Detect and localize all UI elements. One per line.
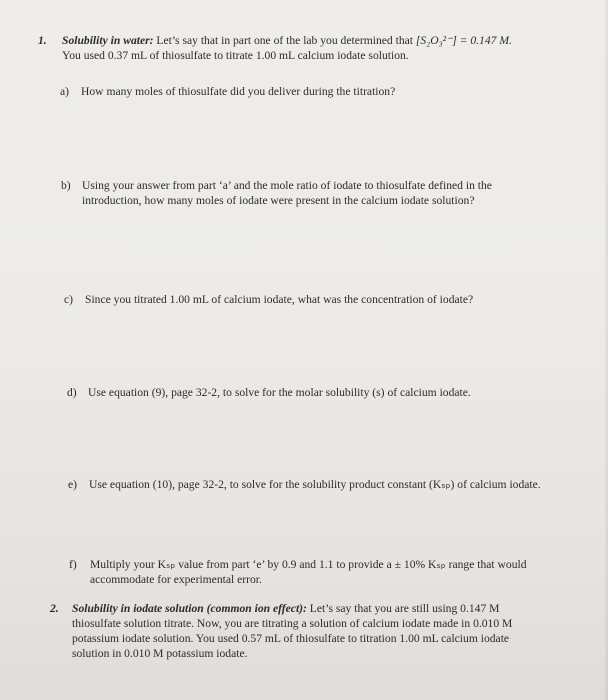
- question-2: [50, 601, 602, 661]
- part-e-label: e): [68, 478, 78, 491]
- question-1-part-e: [68, 477, 608, 492]
- part-d-text: Use equation (9), page 32-2, to solve for the molar solubility (s) of calcium iodate.: [88, 386, 471, 399]
- question-1-line-2: You used 0.37 mL of thiosulfate to titrate 1.00 mL calcium iodate solution.: [62, 49, 409, 62]
- question-1-number: 1.: [38, 34, 47, 47]
- question-1-title: Solubility in water:: [62, 34, 154, 47]
- thiosulfate-concentration: [S₂O₃²⁻] = 0.147 M.: [415, 34, 512, 47]
- question-2-line-1: [72, 601, 602, 616]
- question-1-part-a: [60, 84, 581, 99]
- question-2-number: 2.: [50, 602, 59, 615]
- part-a-label: a): [60, 85, 70, 98]
- part-b-line-1: Using your answer from part ‘a’ and the mole ratio of iodate to thiosulfate defined in the: [82, 179, 492, 192]
- part-f-label: f): [69, 558, 77, 571]
- part-b-line-2: introduction, how many moles of iodate were present in the calcium iodate solution?: [82, 194, 475, 207]
- question-1-part-c: [64, 292, 585, 307]
- page-edge-shadow: [604, 0, 608, 700]
- question-1-part-b: [61, 178, 592, 208]
- part-f-line-1: Multiply your Kₛₚ value from part ‘e’ by 0.9 and 1.1 to provide a ± 10% Kₛₚ range that would: [90, 558, 527, 571]
- part-a-text: How many moles of thiosulfate did you deliver during the titration?: [81, 85, 396, 98]
- part-c-text: Since you titrated 1.00 mL of calcium iodate, what was the concentration of iodate?: [85, 293, 474, 306]
- question-1: [38, 33, 602, 63]
- part-f-line-2: accommodate for experimental error.: [90, 573, 262, 586]
- question-2-text: Let’s say that you are still using 0.147 M: [306, 602, 500, 615]
- question-1-text: Let’s say that in part one of the lab you determined that: [153, 34, 416, 47]
- question-2-line-4: solution in 0.010 M potassium iodate.: [72, 647, 248, 660]
- part-c-label: c): [64, 293, 74, 306]
- question-1-line-1: [62, 33, 602, 48]
- part-e-text: Use equation (10), page 32-2, to solve for the solubility product constant (Kₛₚ) of calcium iodate.: [89, 478, 541, 491]
- part-b-label: b): [61, 179, 71, 192]
- part-d-label: d): [67, 386, 77, 399]
- question-2-line-3: potassium iodate solution. You used 0.57 mL of thiosulfate to titration 1.00 mL calcium iodate: [72, 632, 510, 645]
- question-2-line-2: thiosulfate solution titrate. Now, you are titrating a solution of calcium iodate made in 0.010 M: [72, 617, 513, 630]
- question-1-part-f: [69, 557, 608, 587]
- question-2-title: Solubility in iodate solution (common ion effect):: [72, 602, 307, 615]
- question-1-part-d: [67, 385, 588, 400]
